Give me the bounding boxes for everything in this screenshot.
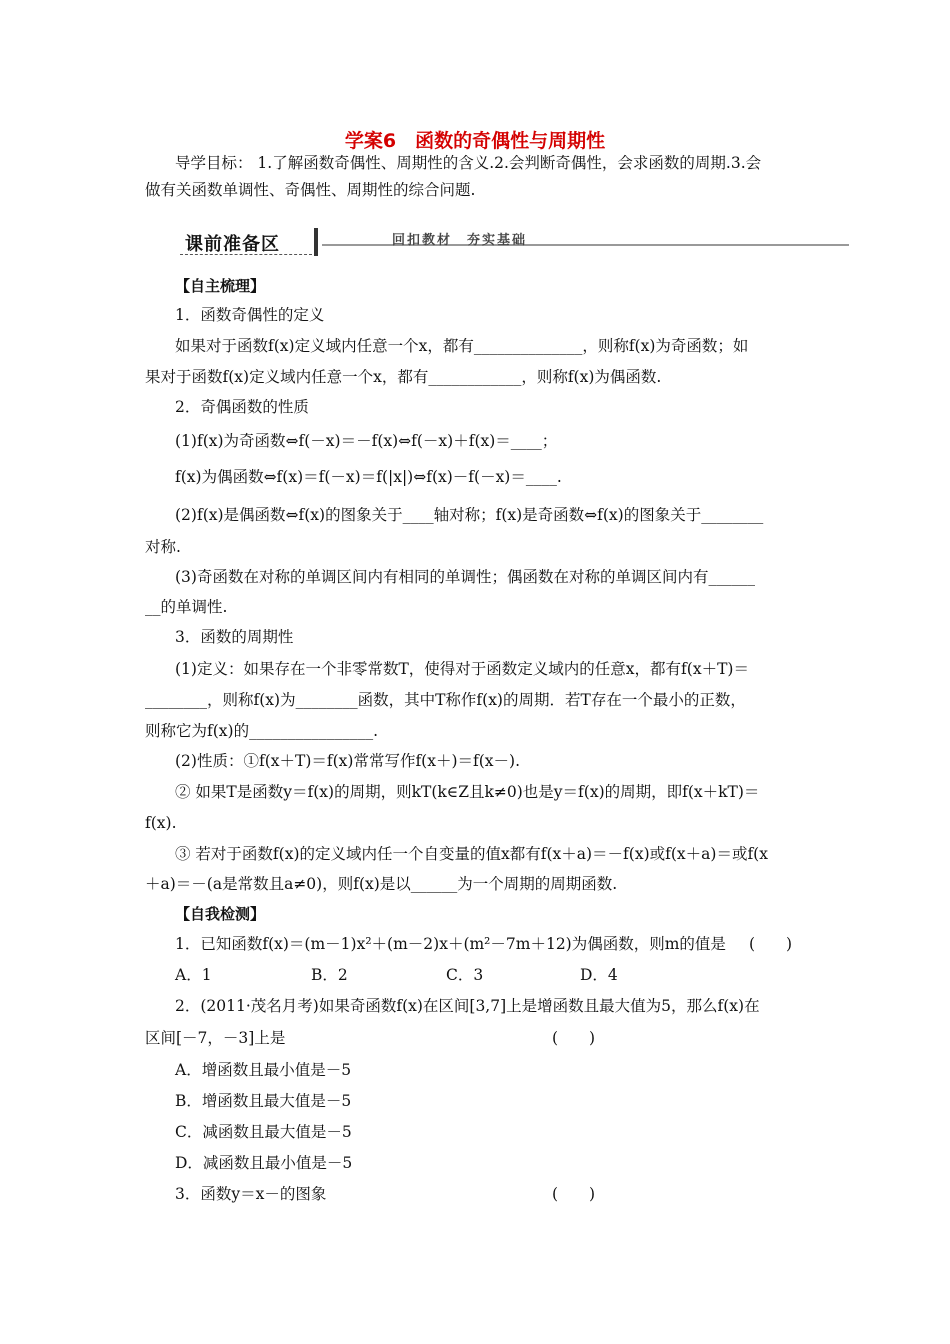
p2-line-1: (1)f(x)为奇函数⇔f(－x)＝－f(x)⇔f(－x)＋f(x)＝____；	[175, 432, 558, 450]
p3-line-3: 则称它为f(x)的________________.	[145, 722, 378, 740]
p2-line-5: (3)奇函数在对称的单调区间内有相同的单调性；偶函数在对称的单调区间内有______	[175, 568, 755, 586]
p2-line-6: __的单调性.	[145, 598, 228, 616]
question-1: 1．已知函数f(x)＝(m－1)x²＋(m－2)x＋(m²－7m＋12)为偶函数，则m的值是	[175, 935, 726, 953]
q2-option-b: B．增函数且最大值是－5	[175, 1092, 352, 1110]
p3-line-8: ＋a)＝－(a是常数且a≠0)，则f(x)是以______为一个周期的周期函数.	[145, 875, 618, 893]
p2-line-2: f(x)为偶函数⇔f(x)＝f(－x)＝f(|x|)⇔f(x)－f(－x)＝____.	[175, 468, 562, 486]
q2-option-d: D．减函数且最小值是－5	[175, 1154, 353, 1172]
question-2-line-2: 区间[－7，－3]上是	[145, 1029, 286, 1047]
banner-label: 课前准备区	[185, 234, 280, 255]
question-3: 3．函数y＝x－的图象	[175, 1185, 327, 1203]
section-heading-selftest: 【自我检测】	[175, 905, 266, 923]
q2-option-c: C．减函数且最大值是－5	[175, 1123, 352, 1141]
p3-heading: 3．函数的周期性	[175, 628, 294, 646]
q2-option-a: A．增函数且最小值是－5	[175, 1061, 352, 1079]
page-title: 学案6 函数的奇偶性与周期性	[344, 130, 606, 152]
goal-line-2: 做有关函数单调性、奇偶性、周期性的综合问题.	[145, 181, 476, 199]
p3-line-6: f(x).	[145, 814, 177, 832]
question-2-line-1: 2．(2011·茂名月考)如果奇函数f(x)在区间[3,7]上是增函数且最大值为5，那么f(x)在	[175, 997, 760, 1015]
q1-option-c: C．3	[446, 966, 484, 984]
p2-line-3: (2)f(x)是偶函数⇔f(x)的图象关于____轴对称；f(x)是奇函数⇔f(x)的图象关于________	[175, 506, 764, 524]
p3-line-2: ________，则称f(x)为________函数，其中T称作f(x)的周期．若T存在一个最小的正数，	[145, 691, 746, 709]
p3-line-1: (1)定义：如果存在一个非零常数T，使得对于函数定义域内的任意x，都有f(x＋T)＝	[175, 660, 749, 678]
banner-underline	[180, 254, 312, 255]
p1-line-1: 如果对于函数f(x)定义域内任意一个x，都有______________，则称f(x)为奇函数；如	[175, 337, 749, 355]
p3-line-7: ③ 若对于函数f(x)的定义域内任一个自变量的值x都有f(x＋a)＝－f(x)或f(x＋a)＝或f(x	[175, 845, 768, 863]
question-3-answer-paren: ( )	[552, 1185, 596, 1203]
question-2-answer-paren: ( )	[552, 1029, 596, 1047]
q1-option-b: B．2	[311, 966, 348, 984]
banner-bar	[314, 228, 318, 256]
p2-heading: 2．奇偶函数的性质	[175, 398, 309, 416]
banner-subtitle: 回扣教材 夯实基础	[392, 233, 528, 248]
p1-line-2: 果对于函数f(x)定义域内任意一个x，都有____________，则称f(x)为偶函数.	[145, 368, 662, 386]
p1-heading: 1．函数奇偶性的定义	[175, 306, 325, 324]
p2-line-4: 对称.	[145, 538, 181, 556]
p3-line-4: (2)性质：①f(x＋T)＝f(x)常常写作f(x＋)＝f(x－).	[175, 752, 521, 770]
q1-option-a: A．1	[175, 966, 212, 984]
section-heading-review: 【自主梳理】	[175, 277, 266, 295]
q1-option-d: D．4	[580, 966, 618, 984]
question-1-answer-paren: ( )	[749, 935, 793, 953]
p3-line-5: ② 如果T是函数y＝f(x)的周期，则kT(k∈Z且k≠0)也是y＝f(x)的周期，即f(x＋kT)＝	[175, 783, 760, 801]
goal-line-1: 导学目标： 1.了解函数奇偶性、周期性的含义.2.会判断奇偶性，会求函数的周期.3.会	[175, 154, 762, 172]
